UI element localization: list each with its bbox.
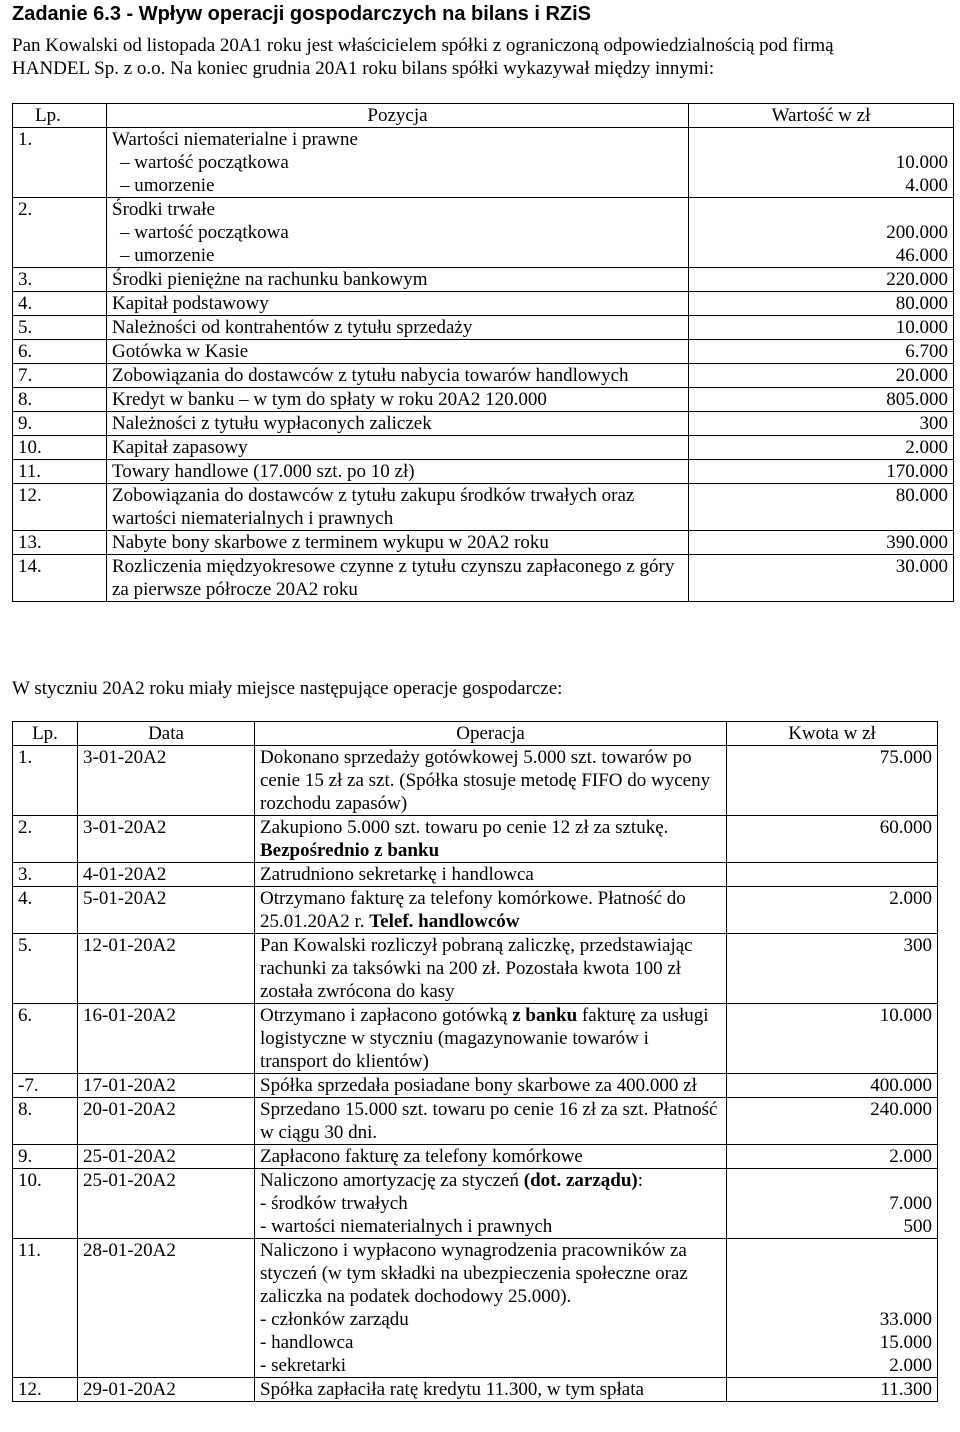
balance-lp: 3.: [13, 268, 107, 292]
balance-value: 20.000: [689, 364, 954, 388]
balance-position: Kapitał podstawowy: [107, 292, 689, 316]
operation-description: [255, 746, 727, 816]
balance-position: Kredyt w banku – w tym do spłaty w roku 20A2 120.000: [107, 388, 689, 412]
operation-description: [255, 816, 727, 863]
operation-date: 12-01-20A2: [78, 934, 255, 1004]
operation-subamount: 2.000: [889, 1355, 932, 1376]
intro-line: HANDEL Sp. z o.o. Na koniec grudnia 20A1 roku bilans spółki wykazywał między innymi:: [12, 58, 715, 79]
operation-description: [255, 1098, 727, 1145]
balance-position: Zobowiązania do dostawców z tytułu zakupu środków trwałych oraz wartości niematerialnych i prawnych: [107, 484, 689, 531]
operation-row: [13, 1098, 938, 1145]
balance-position: Rozliczenia międzyokresowe czynne z tytułu czynszu zapłaconego z góry za pierwsze półrocze 20A2 roku: [107, 555, 689, 602]
operation-subitem: - handlowca: [260, 1332, 354, 1353]
operation-description: [255, 1145, 727, 1169]
operation-lp: 5.: [13, 934, 78, 1004]
operation-lp: 2.: [13, 816, 78, 863]
operation-date: 28-01-20A2: [78, 1239, 255, 1378]
balance-value: 30.000: [689, 555, 954, 602]
balance-row: [13, 268, 954, 292]
balance-lp: 11.: [13, 460, 107, 484]
operation-date: 5-01-20A2: [78, 887, 255, 934]
operation-text-bold: z banku: [512, 1005, 578, 1026]
operation-text-pre: Naliczono amortyzację za styczeń: [260, 1170, 519, 1191]
col-header-amount: Kwota w zł: [727, 722, 938, 746]
operation-lp: 3.: [13, 863, 78, 887]
balance-subvalue: 10.000: [895, 152, 948, 173]
operation-row: [13, 1169, 938, 1239]
operation-text-bold: Bezpośrednio z banku: [260, 840, 440, 861]
col-header-operation: Operacja: [255, 722, 727, 746]
balance-value-spacer: [694, 128, 948, 151]
balance-value: [689, 128, 954, 198]
operation-amount: 75.000: [727, 746, 938, 816]
balance-row: [13, 316, 954, 340]
operations-intro: W styczniu 20A2 roku miały miejsce następujące operacje gospodarcze:: [12, 678, 563, 699]
balance-lp: 1.: [13, 128, 107, 198]
col-header-lp: Lp.: [13, 722, 78, 746]
operation-date: 16-01-20A2: [78, 1004, 255, 1074]
balance-row: [13, 128, 954, 198]
operation-amount: 240.000: [727, 1098, 938, 1145]
operation-row: [13, 1239, 938, 1378]
operation-amount: 10.000: [727, 1004, 938, 1074]
operation-row: [13, 863, 938, 887]
operation-text: Spółka sprzedała posiadane bony skarbowe za 400.000 zł: [260, 1075, 697, 1096]
operation-description: [255, 1239, 727, 1378]
operation-lp: 11.: [13, 1239, 78, 1378]
col-header-value: Wartość w zł: [689, 104, 954, 128]
operation-description: [255, 863, 727, 887]
operation-subamount: 7.000: [889, 1193, 932, 1214]
operation-amount: 2.000: [727, 887, 938, 934]
balance-value: 80.000: [689, 484, 954, 531]
operation-text: Pan Kowalski rozliczył pobraną zaliczkę, przedstawiając rachunki za taksówki na 200 zł. Pozostała kwota 100 zł została zwrócona do kasy: [260, 935, 693, 1002]
operation-description: [255, 1004, 727, 1074]
operation-text: Otrzymano fakturę za telefony komórkowe. Płatność do 25.01.20A2 r.: [260, 888, 686, 932]
balance-subvalue: 46.000: [895, 245, 948, 266]
operation-row: [13, 1378, 938, 1402]
balance-row: [13, 340, 954, 364]
balance-position: Należności z tytułu wypłaconych zaliczek: [107, 412, 689, 436]
balance-value: 805.000: [689, 388, 954, 412]
operation-description: [255, 1378, 727, 1402]
operation-amount: 300: [727, 934, 938, 1004]
balance-row: [13, 484, 954, 531]
balance-value: 6.700: [689, 340, 954, 364]
operation-date: 17-01-20A2: [78, 1074, 255, 1098]
operation-subamount: 15.000: [879, 1332, 932, 1353]
balance-lp: 10.: [13, 436, 107, 460]
operation-amount-spacer: [732, 1239, 932, 1262]
operation-row: [13, 1145, 938, 1169]
operation-lp: 4.: [13, 887, 78, 934]
balance-lp: 8.: [13, 388, 107, 412]
balance-row: [13, 460, 954, 484]
balance-lp: 12.: [13, 484, 107, 531]
balance-lp: 14.: [13, 555, 107, 602]
operation-amount: 400.000: [727, 1074, 938, 1098]
intro-line: Pan Kowalski od listopada 20A1 roku jest właścicielem spółki z ograniczoną odpowiedzialnością pod firmą: [12, 35, 834, 56]
operation-amount: [727, 863, 938, 887]
operation-row: [13, 1074, 938, 1098]
operation-amount: 11.300: [727, 1378, 938, 1402]
balance-subposition: – wartość początkowa: [120, 152, 289, 173]
operation-subitem: - wartości niematerialnych i prawnych: [260, 1216, 553, 1237]
operation-text: Zatrudniono sekretarkę i handlowca: [260, 864, 534, 885]
balance-position: Gotówka w Kasie: [107, 340, 689, 364]
operation-text: Spółka zapłaciła ratę kredytu 11.300, w tym spłata: [260, 1379, 644, 1400]
operations-table: [12, 721, 938, 1402]
balance-lp: 9.: [13, 412, 107, 436]
balance-subposition: – wartość początkowa: [120, 222, 289, 243]
balance-value: 2.000: [689, 436, 954, 460]
operations-header-row: [13, 722, 938, 746]
balance-row: [13, 531, 954, 555]
operation-subamount: 500: [903, 1216, 932, 1237]
balance-lp: 4.: [13, 292, 107, 316]
balance-value: 170.000: [689, 460, 954, 484]
balance-lp: 2.: [13, 198, 107, 268]
operation-description: [255, 1169, 727, 1239]
balance-lp: 7.: [13, 364, 107, 388]
balance-row: [13, 388, 954, 412]
page-title: Zadanie 6.3 - Wpływ operacji gospodarczych na bilans i RZiS: [12, 3, 592, 25]
balance-lp: 5.: [13, 316, 107, 340]
operation-amount: [727, 1239, 938, 1378]
operation-amount-spacer: [732, 1285, 932, 1308]
operation-amount-spacer: [732, 1169, 932, 1192]
operation-text: Zakupiono 5.000 szt. towaru po cenie 12 zł za sztukę.: [260, 817, 669, 838]
balance-table: [12, 103, 954, 602]
balance-value-spacer: [694, 198, 948, 221]
col-header-lp: Lp.: [13, 104, 107, 128]
balance-row: [13, 292, 954, 316]
balance-position: [107, 128, 689, 198]
operation-text-pre: Otrzymano i zapłacono gotówką: [260, 1005, 508, 1026]
operation-text-bold: (dot. zarządu): [523, 1170, 638, 1191]
balance-position: Środki pieniężne na rachunku bankowym: [107, 268, 689, 292]
balance-position: Towary handlowe (17.000 szt. po 10 zł): [107, 460, 689, 484]
balance-value: 300: [689, 412, 954, 436]
balance-row: [13, 364, 954, 388]
balance-value: 220.000: [689, 268, 954, 292]
balance-row: [13, 412, 954, 436]
operation-text-bold: Telef. handlowców: [369, 911, 520, 932]
operation-row: [13, 746, 938, 816]
balance-subvalue: 4.000: [905, 175, 948, 196]
balance-lp: 13.: [13, 531, 107, 555]
operation-subitem: - środków trwałych: [260, 1193, 408, 1214]
operation-subamount: 33.000: [879, 1309, 932, 1330]
balance-row: [13, 436, 954, 460]
operation-amount: 2.000: [727, 1145, 938, 1169]
balance-position: Należności od kontrahentów z tytułu sprzedaży: [107, 316, 689, 340]
operation-lp: 1.: [13, 746, 78, 816]
balance-subvalue: 200.000: [886, 222, 948, 243]
col-header-date: Data: [78, 722, 255, 746]
balance-value: 10.000: [689, 316, 954, 340]
balance-row: [13, 555, 954, 602]
operation-subitem: - członków zarządu: [260, 1309, 409, 1330]
operation-description: [255, 1074, 727, 1098]
operation-lp: -7.: [13, 1074, 78, 1098]
operation-lp: 6.: [13, 1004, 78, 1074]
operation-text: Naliczono i wypłacono wynagrodzenia pracowników za styczeń (w tym składki na ubezpieczenia społeczne oraz zaliczka na podatek dochodowy 25.000).: [260, 1240, 688, 1307]
operation-date: 4-01-20A2: [78, 863, 255, 887]
operation-amount: [727, 1169, 938, 1239]
balance-subposition: – umorzenie: [120, 175, 215, 196]
balance-position: Zobowiązania do dostawców z tytułu nabycia towarów handlowych: [107, 364, 689, 388]
operation-amount: 60.000: [727, 816, 938, 863]
balance-value: 80.000: [689, 292, 954, 316]
operation-row: [13, 816, 938, 863]
operation-amount-spacer: [732, 1262, 932, 1285]
operation-row: [13, 934, 938, 1004]
operation-description: [255, 934, 727, 1004]
operation-description: [255, 887, 727, 934]
balance-position-main: Środki trwałe: [112, 199, 215, 220]
operation-text: Dokonano sprzedaży gotówkowej 5.000 szt. towarów po cenie 15 zł za szt. (Spółka stosuje metodę FIFO do wyceny rozchodu zapasów): [260, 747, 711, 814]
operation-date: 3-01-20A2: [78, 816, 255, 863]
operation-lp: 9.: [13, 1145, 78, 1169]
operation-subitem: - sekretarki: [260, 1355, 346, 1376]
balance-row: [13, 198, 954, 268]
col-header-position: Pozycja: [107, 104, 689, 128]
intro-paragraph: [12, 34, 952, 80]
balance-value: [689, 198, 954, 268]
operation-date: 29-01-20A2: [78, 1378, 255, 1402]
operation-row: [13, 1004, 938, 1074]
operation-date: 25-01-20A2: [78, 1145, 255, 1169]
balance-position: [107, 198, 689, 268]
operation-date: 3-01-20A2: [78, 746, 255, 816]
operation-text: fakturę za usługi logistyczne w styczniu (magazynowanie towarów i transport do klientów): [260, 1005, 709, 1072]
operation-date: 25-01-20A2: [78, 1169, 255, 1239]
operation-row: [13, 887, 938, 934]
operation-lp: 10.: [13, 1169, 78, 1239]
operation-lp: 8.: [13, 1098, 78, 1145]
operation-text: :: [637, 1170, 644, 1191]
balance-value: 390.000: [689, 531, 954, 555]
balance-lp: 6.: [13, 340, 107, 364]
balance-header-row: [13, 104, 954, 128]
balance-subposition: – umorzenie: [120, 245, 215, 266]
operation-lp: 12.: [13, 1378, 78, 1402]
operation-date: 20-01-20A2: [78, 1098, 255, 1145]
operation-text: Zapłacono fakturę za telefony komórkowe: [260, 1146, 583, 1167]
operation-text: Sprzedano 15.000 szt. towaru po cenie 16 zł za szt. Płatność w ciągu 30 dni.: [260, 1099, 718, 1143]
balance-position-main: Wartości niematerialne i prawne: [112, 129, 358, 150]
balance-position: Nabyte bony skarbowe z terminem wykupu w 20A2 roku: [107, 531, 689, 555]
balance-position: Kapitał zapasowy: [107, 436, 689, 460]
